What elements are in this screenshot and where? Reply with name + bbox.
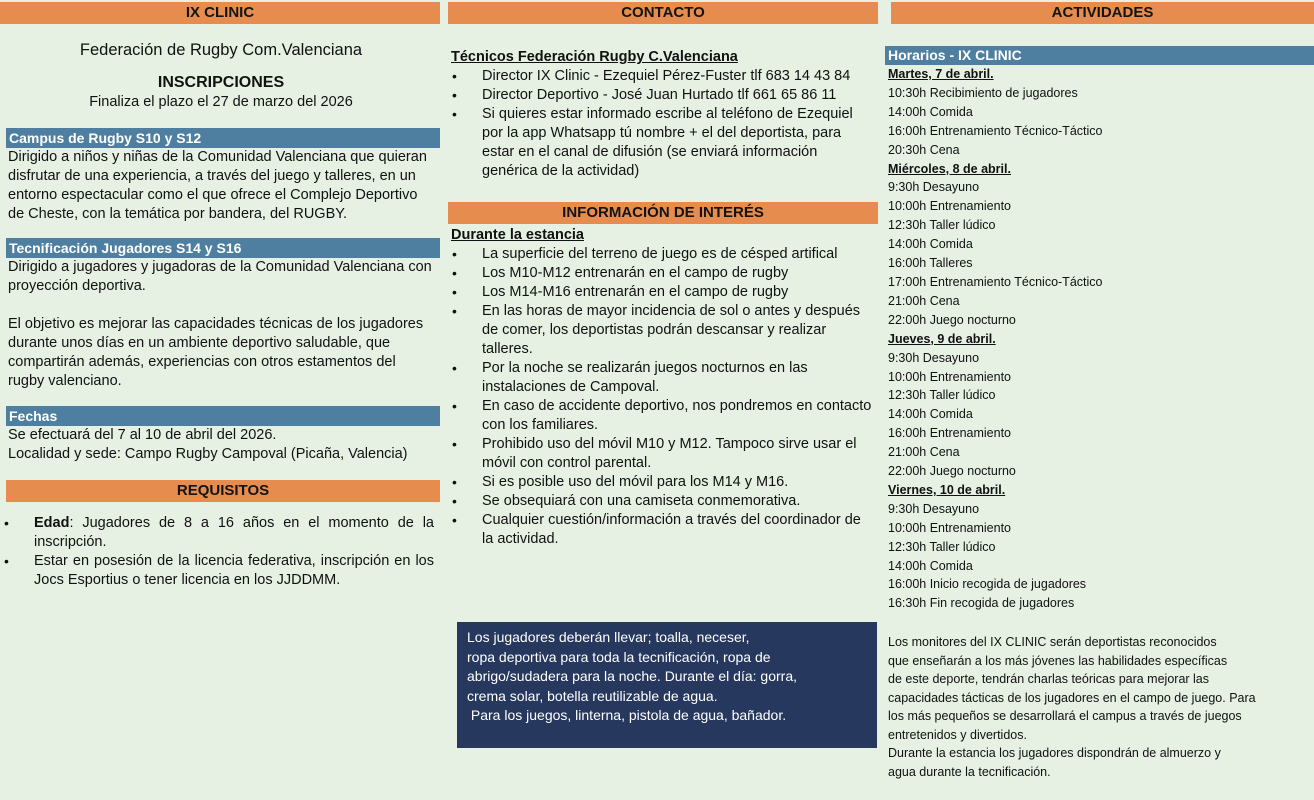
schedule-item: 21:00h Cena [888,293,960,308]
monitores-line: los más pequeños se desarrollará el campus a través de juegos [888,709,1242,724]
schedule-item: 22:00h Juego nocturno [888,312,1016,327]
schedule-item: 10:30h Recibimiento de jugadores [888,85,1078,100]
schedule-item: 16:00h Entrenamiento [888,426,1012,441]
req-age-label: Edad [34,515,70,531]
column-actividades [885,0,1314,781]
list-item: • En caso de accidente deportivo, nos pondremos en contacto con los familiares. [448,397,872,435]
list-item: • Se obsequiará con una camiseta conmemorativa. [448,492,872,511]
inscripciones-text: Finaliza el plazo el 27 de marzo del 2026 [89,94,353,110]
tecnificacion-objective: El objetivo es mejorar las capacidades técnicas de los jugadores durante unos días en un ambiente deportivo saludable, que compartirán además, experiencias con otros estamentos del rugby valenciano. [8,316,424,389]
estancia-title: Durante la estancia [451,227,584,243]
requisitos-header: REQUISITOS [6,480,440,502]
schedule-item: 10:00h Entrenamiento [888,369,1012,384]
equipment-line: crema solar, botella reutilizable de agua. [467,687,718,704]
equipment-note [457,622,877,748]
schedule-item: 20:30h Cena [888,142,960,157]
list-item: • Director Deportivo - José Juan Hurtado tlf 661 65 86 11 [448,86,872,105]
list-item: • Estar en posesión de la licencia federativa, inscripción en los Jocs Esportius o tener licencia en los JJDDMM. [0,552,434,590]
schedule-item: 9:30h Desayuno [888,350,980,365]
schedule-item: 9:30h Desayuno [888,180,980,195]
list-item: • Los M14-M16 entrenarán en el campo de rugby [448,283,872,302]
horarios-title: Horarios - IX CLINIC [885,46,1314,65]
monitores-text [885,633,1314,781]
monitores-line: de este deporte, tendrán charlas teóricas para mejorar las [888,672,1210,687]
equipment-line: abrigo/sudadera para la noche. Durante el día: gorra, [467,668,797,684]
fechas-location: Localidad y sede: Campo Rugby Campoval (Picaña, Valencia) [8,446,408,462]
schedule-item: 12:30h Taller lúdico [888,539,996,554]
campus-title: Campus de Rugby S10 y S12 [6,128,440,148]
tecnicos-title: Técnicos Federación Rugby C.Valenciana [451,49,738,65]
schedule-item: 12:30h Taller lúdico [888,388,996,403]
schedule-item: 17:00h Entrenamiento Técnico-Táctico [888,274,1103,289]
schedule-item: 16:00h Talleres [888,256,973,271]
contact-list [448,67,878,181]
equipment-line: Los jugadores deberán llevar; toalla, neceser, [467,629,750,645]
fechas-dates: Se efectuará del 7 al 10 de abril del 2026. [8,427,277,443]
list-item: • Los M10-M12 entrenarán en el campo de rugby [448,264,872,283]
schedule-item: 12:30h Taller lúdico [888,218,996,233]
day-title: Jueves, 9 de abril. [888,331,996,346]
equipment-line: ropa deportiva para toda la tecnificación, ropa de [467,648,771,665]
schedule-item: 14:00h Comida [888,407,973,422]
list-item: • Director IX Clinic - Ezequiel Pérez-Fuster tlf 683 14 43 84 [448,67,872,86]
info-list [448,245,878,549]
org-name: Federación de Rugby Com.Valenciana [79,41,363,59]
schedule-item: 14:00h Comida [888,558,973,573]
list-item: • Si quieres estar informado escribe al teléfono de Ezequiel por la app Whatsapp tú nombre + el del deportista, para estar en el canal de difusión (se enviará información genérica de la actividad) [448,105,872,181]
schedule-item: 16:30h Fin recogida de jugadores [888,596,1075,611]
schedule-item: 16:00h Entrenamiento Técnico-Táctico [888,123,1103,138]
day-martes [888,65,1314,160]
column-clinic [0,0,440,590]
schedule-item: 10:00h Entrenamiento [888,199,1012,214]
day-miercoles [888,160,1314,330]
day-title: Viernes, 10 de abril. [888,482,1006,497]
schedule-item: 22:00h Juego nocturno [888,464,1016,479]
monitores-line: entretenidos y divertidos. [888,727,1027,742]
info-header: INFORMACIÓN DE INTERÉS [448,202,878,224]
monitores-line: Durante la estancia los jugadores dispondrán de almuerzo y [888,746,1221,761]
contacto-header: CONTACTO [448,2,878,24]
schedule [885,65,1314,613]
list-item: • Prohibido uso del móvil M10 y M12. Tampoco sirve usar el móvil con control parental. [448,435,872,473]
day-viernes [888,481,1314,613]
requisitos-list [0,514,440,590]
schedule-item: 14:00h Comida [888,104,973,119]
req-age-text: : Jugadores de 8 a 16 años en el momento de la inscripción. [34,515,434,550]
actividades-header: ACTIVIDADES [891,2,1314,24]
monitores-line: que enseñarán a los más jóvenes las habilidades específicas [888,653,1228,668]
day-title: Martes, 7 de abril. [888,67,994,81]
list-item: • La superficie del terreno de juego es de césped artifical [448,245,872,264]
tecnificacion-text: Dirigido a jugadores y jugadoras de la Comunidad Valenciana con proyección deportiva. [8,259,432,294]
list-item: • Cualquier cuestión/información a través del coordinador de la actividad. [448,511,872,549]
day-jueves [888,330,1314,481]
campus-text: Dirigido a niños y niñas de la Comunidad Valenciana que quieran disfrutar de una experiencia, a través del juego y talleres, en un entorno espectacular como el que ofrece el Complejo Deportivo de Cheste, con la temática por bandera, del RUGBY. [8,149,427,222]
monitores-line: capacidades tácticas de los jugadores en el campo de juego. Para [888,690,1256,705]
column-contacto [448,0,878,723]
monitores-line: Los monitores del IX CLINIC serán deportistas reconocidos [888,635,1217,650]
schedule-item: 16:00h Inicio recogida de jugadores [888,577,1087,592]
list-item: • En las horas de mayor incidencia de sol o antes y después de comer, los deportistas podrán descansar y realizar talleres. [448,302,872,359]
tecnificacion-title: Tecnificación Jugadores S14 y S16 [6,238,440,258]
fechas-title: Fechas [6,406,440,426]
list-item [0,514,434,552]
list-item: • Por la noche se realizarán juegos nocturnos en las instalaciones de Campoval. [448,359,872,397]
list-item: • Si es posible uso del móvil para los M14 y M16. [448,473,872,492]
schedule-item: 14:00h Comida [888,237,973,252]
day-title: Miércoles, 8 de abril. [888,161,1011,176]
monitores-line: agua durante la tecnificación. [888,764,1051,779]
inscripciones-title: INSCRIPCIONES [157,74,285,91]
schedule-item: 10:00h Entrenamiento [888,520,1012,535]
schedule-item: 21:00h Cena [888,445,960,460]
schedule-item: 9:30h Desayuno [888,501,980,516]
equipment-line: Para los juegos, linterna, pistola de agua, bañador. [467,707,787,723]
clinic-header: IX CLINIC [0,2,440,24]
